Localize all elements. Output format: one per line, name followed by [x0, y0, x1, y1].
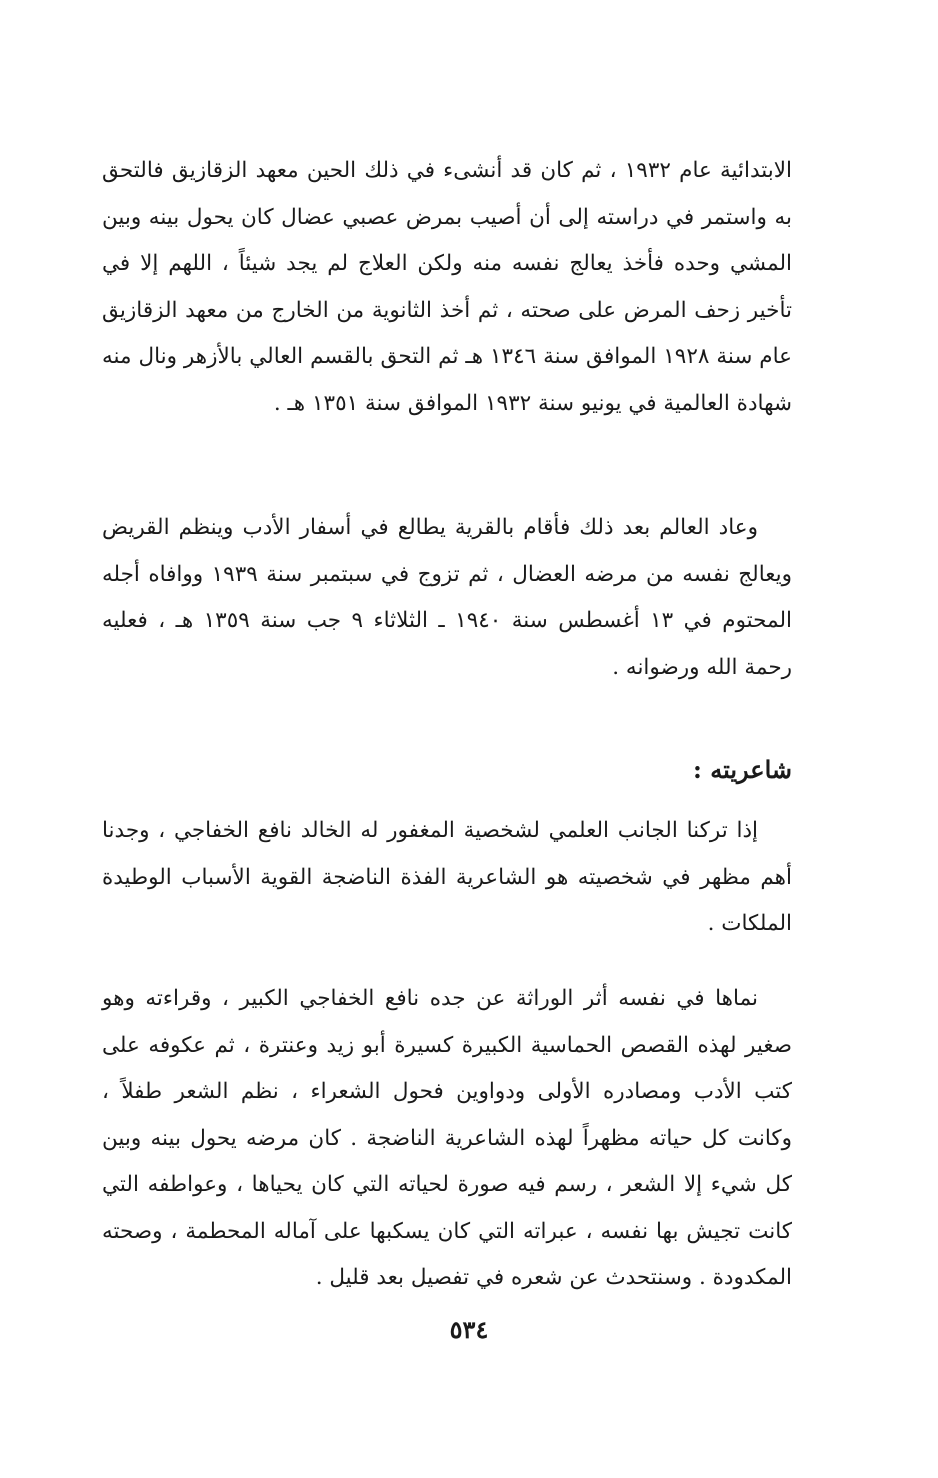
- page-number: ٥٣٤: [449, 1315, 489, 1344]
- paragraph-text: الابتدائية عام ١٩٣٢ ، ثم كان قد أنشىء في ذلك الحين معهد الزقازيق فالتحق به واستمر في دراسته إلى أن أصيب بمرض عصبي عضال كان يحول بينه وبين المشي وحده فأخذ يعالج نفسه منه ولكن العلاج لم يجد شيئاً ، اللهم إلا في تأخير زحف المرض على صحته ، ثم أخذ الثانوية من الخارج من معهد الزقازيق عام سنة ١٩٢٨ الموافق سنة ١٣٤٦ هـ ثم التحق بالقسم العالي بالأزهر ونال منه شهادة العالمية في يونيو سنة ١٩٣٢ الموافق سنة ١٣٥١ هـ .: [102, 158, 792, 416]
- paragraph-death: [102, 505, 792, 691]
- paragraph-poetry-intro: [102, 808, 792, 948]
- paragraph-text: إذا تركنا الجانب العلمي لشخصية المغفور له الخالد نافع الخفاجي ، وجدنا أهم مظهر في شخصيته هو الشاعرية الفذة الناضجة القوية الأسباب الوطيدة الملكات .: [102, 818, 792, 936]
- paragraph-education: [102, 148, 792, 427]
- paragraph-text: وعاد العالم بعد ذلك فأقام بالقرية يطالع في أسفار الأدب وينظم القريض ويعالج نفسه من مرضه العضال ، ثم تزوج في سبتمبر سنة ١٩٣٩ ووافاه أجله المحتوم في ١٣ أغسطس سنة ١٩٤٠ ـ الثلاثاء ٩ جب سنة ١٣٥٩ هـ ، فعليه رحمة الله ورضوانه .: [102, 515, 792, 680]
- paragraph-poetry-origins: [102, 976, 792, 1302]
- paragraph-text: نماها في نفسه أثر الوراثة عن جده نافع الخفاجي الكبير ، وقراءته وهو صغير لهذه القصص الحماسية الكبيرة كسيرة أبو زيد وعنترة ، ثم عكوفه على كتب الأدب ومصادره الأولى ودواوين فحول الشعراء ، نظم الشعر طفلاً ، وكانت كل حياته مظهراً لهذه الشاعرية الناضجة . كان مرضه يحول بينه وبين كل شيء إلا الشعر ، رسم فيه صورة لحياته التي كان يحياها ، وعواطفه التي كانت تجيش بها نفسه ، عبراته التي كان يسكبها على آماله المحطمة ، وصحته المكدودة . وسنتحدث عن شعره في تفصيل بعد قليل .: [102, 986, 792, 1290]
- section-heading: شاعريته :: [693, 755, 792, 784]
